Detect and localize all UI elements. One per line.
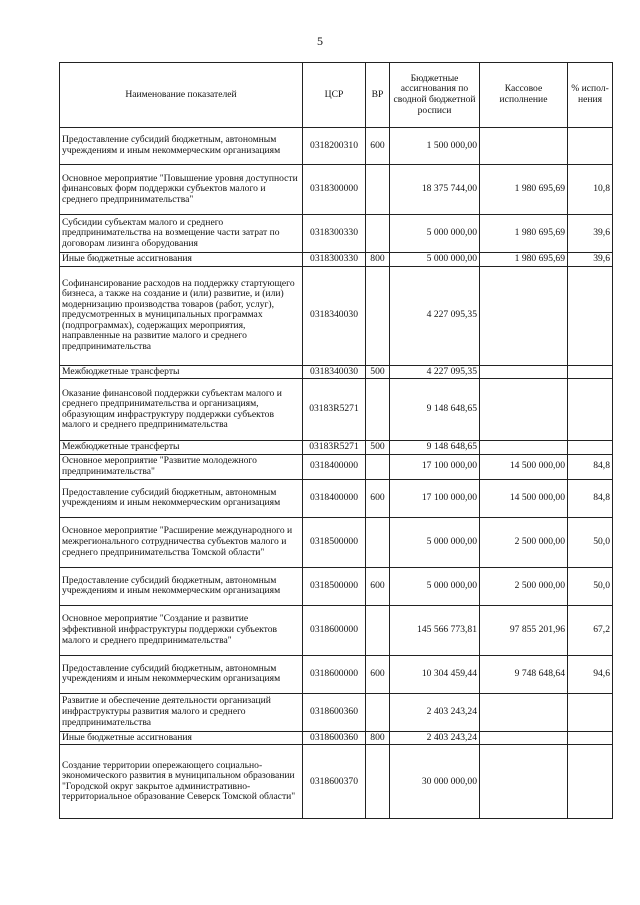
row-percent [568,693,613,731]
row-cash [480,266,568,365]
row-budget: 2 403 243,24 [390,731,480,745]
table-row [60,165,613,215]
row-percent: 39,6 [568,253,613,267]
row-budget: 5 000 000,00 [390,517,480,567]
row-name: Предоставление субсидий бюджетным, автономным учреждениям и иным некоммерческим организациям [60,655,303,693]
row-vr: 500 [366,441,390,455]
row-vr: 500 [366,365,390,379]
row-cash [480,128,568,165]
row-cash: 1 980 695,69 [480,253,568,267]
row-csr: 0318340030 [303,266,366,365]
row-csr: 0318500000 [303,567,366,605]
row-budget: 17 100 000,00 [390,479,480,517]
row-cash [480,693,568,731]
row-vr: 600 [366,479,390,517]
row-percent: 10,8 [568,165,613,215]
header-cash: Кассовое исполнение [480,63,568,128]
table-header-row [60,63,613,128]
table-row [60,454,613,479]
table-row [60,266,613,365]
row-budget: 145 566 773,81 [390,605,480,655]
table-row [60,655,613,693]
row-name: Межбюджетные трансферты [60,365,303,379]
row-vr: 800 [366,731,390,745]
row-vr: 600 [366,128,390,165]
row-csr: 03183R5271 [303,441,366,455]
table-row [60,479,613,517]
row-budget: 9 148 648,65 [390,379,480,441]
table-row [60,605,613,655]
table-row [60,731,613,745]
row-percent: 94,6 [568,655,613,693]
row-cash [480,745,568,819]
row-csr: 03183R5271 [303,379,366,441]
row-name: Иные бюджетные ассигнования [60,731,303,745]
row-vr: 600 [366,655,390,693]
header-name: Наименование показателей [60,63,303,128]
row-vr [366,165,390,215]
row-vr [366,517,390,567]
table-row [60,128,613,165]
row-name: Оказание финансовой поддержки субъектам малого и среднего предпринимательства и организациям, образующим инфраструктуру поддержки субъектов малого и среднего предпринимательства [60,379,303,441]
row-csr: 0318340030 [303,365,366,379]
row-percent: 39,6 [568,215,613,253]
row-name: Предоставление субсидий бюджетным, автономным учреждениям и иным некоммерческим организациям [60,567,303,605]
row-budget: 18 375 744,00 [390,165,480,215]
row-csr: 0318400000 [303,479,366,517]
row-budget: 17 100 000,00 [390,454,480,479]
row-vr [366,693,390,731]
row-budget: 1 500 000,00 [390,128,480,165]
row-csr: 0318600370 [303,745,366,819]
row-name: Основное мероприятие "Развитие молодежного предпринимательства" [60,454,303,479]
row-percent [568,128,613,165]
row-name: Иные бюджетные ассигнования [60,253,303,267]
row-percent [568,266,613,365]
row-csr: 0318300330 [303,253,366,267]
row-percent [568,441,613,455]
row-name: Предоставление субсидий бюджетным, автономным учреждениям и иным некоммерческим организациям [60,479,303,517]
row-name: Создание территории опережающего социально-экономического развития в муниципальном образовании "Городской округ закрытое административно-территориальное образование Северск Томской области" [60,745,303,819]
row-budget: 5 000 000,00 [390,567,480,605]
row-cash [480,379,568,441]
row-budget: 4 227 095,35 [390,266,480,365]
row-budget: 4 227 095,35 [390,365,480,379]
row-csr: 0318600360 [303,693,366,731]
row-csr: 0318500000 [303,517,366,567]
row-vr [366,266,390,365]
row-percent: 84,8 [568,479,613,517]
row-csr: 0318600000 [303,655,366,693]
table-row [60,693,613,731]
row-name: Межбюджетные трансферты [60,441,303,455]
row-name: Основное мероприятие "Повышение уровня доступности финансовых форм поддержки субъектов малого и среднего предпринимательства" [60,165,303,215]
row-cash: 2 500 000,00 [480,567,568,605]
row-name: Развитие и обеспечение деятельности организаций инфраструктуры развития малого и среднего предпринимательства [60,693,303,731]
table-row [60,567,613,605]
table-row [60,365,613,379]
table-row [60,379,613,441]
header-vr: ВР [366,63,390,128]
row-cash: 14 500 000,00 [480,479,568,517]
row-percent [568,379,613,441]
row-budget: 5 000 000,00 [390,253,480,267]
table-row [60,215,613,253]
budget-table [59,62,613,819]
row-percent: 84,8 [568,454,613,479]
row-percent: 67,2 [568,605,613,655]
table-row [60,441,613,455]
row-csr: 0318300000 [303,165,366,215]
row-percent [568,731,613,745]
row-vr [366,215,390,253]
row-budget: 9 148 648,65 [390,441,480,455]
row-name: Субсидии субъектам малого и среднего предпринимательства на возмещение части затрат по договорам лизинга оборудования [60,215,303,253]
row-vr [366,745,390,819]
row-csr: 0318200310 [303,128,366,165]
row-cash [480,731,568,745]
row-vr [366,379,390,441]
row-cash [480,365,568,379]
row-name: Основное мероприятие "Создание и развитие эффективной инфраструктуры поддержки субъектов малого и среднего предпринимательства" [60,605,303,655]
page-number: 5 [317,34,323,48]
row-cash [480,441,568,455]
row-cash: 97 855 201,96 [480,605,568,655]
row-percent: 50,0 [568,567,613,605]
row-vr [366,454,390,479]
header-budget: Бюджетные ассигнования по сводной бюджетной росписи [390,63,480,128]
row-cash: 2 500 000,00 [480,517,568,567]
row-percent [568,745,613,819]
table-row [60,253,613,267]
row-percent: 50,0 [568,517,613,567]
row-cash: 14 500 000,00 [480,454,568,479]
row-csr: 0318400000 [303,454,366,479]
row-vr: 800 [366,253,390,267]
row-vr [366,605,390,655]
row-cash: 1 980 695,69 [480,215,568,253]
row-csr: 0318600000 [303,605,366,655]
row-csr: 0318300330 [303,215,366,253]
row-budget: 10 304 459,44 [390,655,480,693]
row-budget: 2 403 243,24 [390,693,480,731]
table-row [60,745,613,819]
header-csr: ЦСР [303,63,366,128]
row-name: Предоставление субсидий бюджетным, автономным учреждениям и иным некоммерческим организациям [60,128,303,165]
row-name: Основное мероприятие "Расширение международного и межрегионального сотрудничества субъектов малого и среднего предпринимательства Томской области" [60,517,303,567]
header-percent: % испол-нения [568,63,613,128]
row-csr: 0318600360 [303,731,366,745]
row-percent [568,365,613,379]
row-cash: 1 980 695,69 [480,165,568,215]
table-row [60,517,613,567]
row-budget: 30 000 000,00 [390,745,480,819]
row-budget: 5 000 000,00 [390,215,480,253]
row-name: Софинансирование расходов на поддержку стартующего бизнеса, а также на создание и (или) развитие, и (или) модернизацию производства товаров (работ, услуг), предусмотренных в муниципальных программах (подпрограммах), содержащих мероприятия, направленные на развитие малого и среднего предпринимательства [60,266,303,365]
row-vr: 600 [366,567,390,605]
row-cash: 9 748 648,64 [480,655,568,693]
